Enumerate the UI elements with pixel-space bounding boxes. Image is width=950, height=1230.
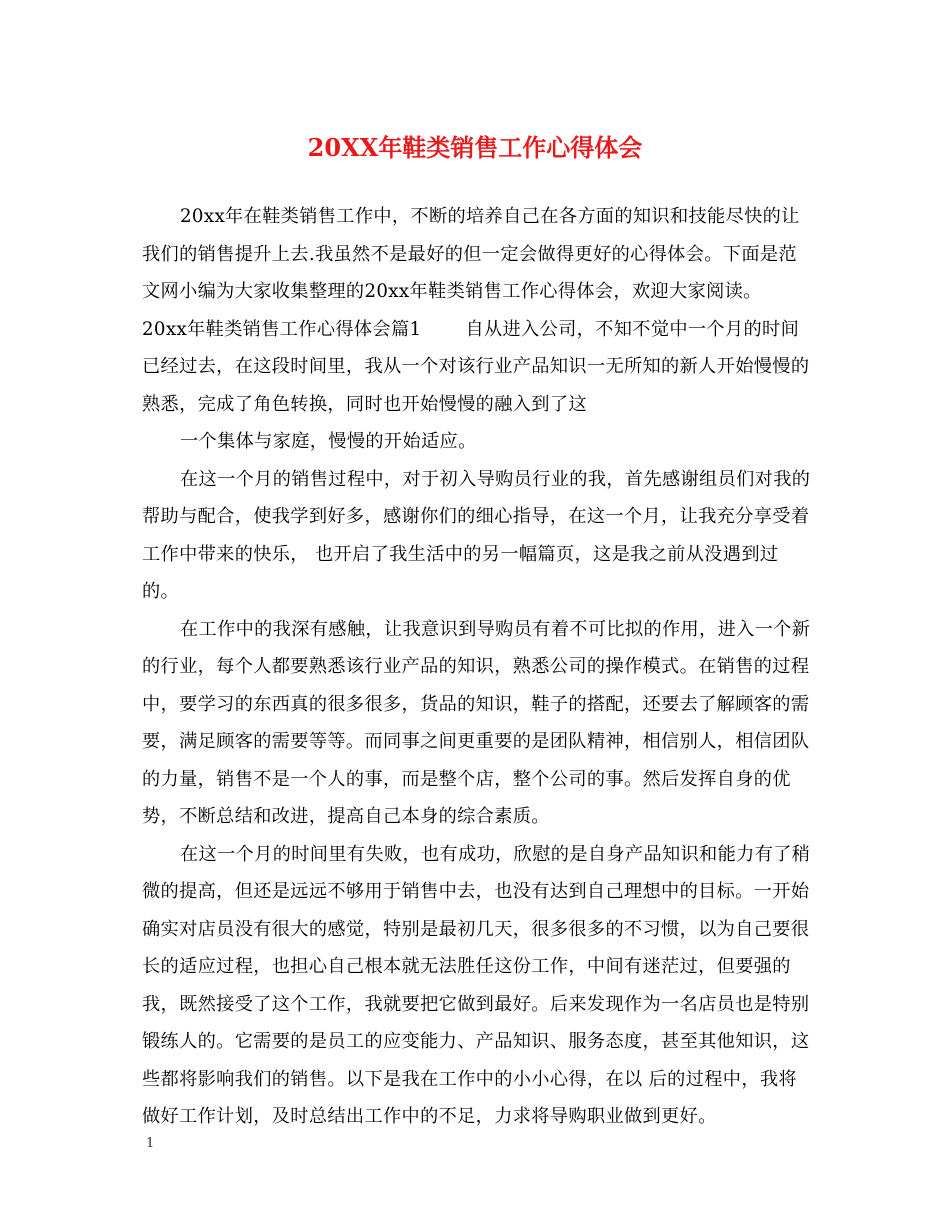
- paragraph-4: 在这一个月的时间里有失败，也有成功，欣慰的是自身产品知识和能力有了稍微的提高，但还是远远不够用于销售中去，也没有达到自己理想中的目标。一开始确实对店员没有很大的感觉，特别是最初几天，很多很多的不习惯，以为自己要很长的适应过程，也担心自己根本就无法胜任这份工作，中间有迷茫过，但要强的我，既然接受了这个工作，我就要把它做到最好。后来发现作为一名店员也是特别锻练人的。它需要的是员工的应变能力、产品知识、服务态度，甚至其他知识，这些都将影响我们的销售。以下是我在工作中的小小心得，在以 后的过程中，我将做好工作计划，及时总结出工作中的不足，力求将导购职业做到更好。: [142, 843, 811, 1127]
- page-number: 1: [146, 1136, 155, 1151]
- intro-paragraph: 20xx年在鞋类销售工作中，不断的培养自己在各方面的知识和技能尽快的让我们的销售提升上去.我虽然不是最好的但一定会做得更好的心得体会。下面是范文网小编为大家收集整理的20xx年鞋类销售工作心得体会，欢迎大家阅读。: [142, 206, 800, 302]
- paragraph-2: 在这一个月的销售过程中，对于初入导购员行业的我，首先感谢组员们对我的帮助与配合，使我学到好多，感谢你们的细心指导，在这一个月，让我充分享受着工作中带来的快乐， 也开启了我生活中的另一幅篇页，这是我之前从没遇到过的。: [142, 468, 811, 602]
- paragraph-3: 在工作中的我深有感触，让我意识到导购员有着不可比拟的作用，进入一个新的行业，每个人都要熟悉该行业产品的知识，熟悉公司的操作模式。在销售的过程中，要学习的东西真的很多很多，货品的知识，鞋子的搭配，还要去了解顾客的需要，满足顾客的需要等等。而同事之间更重要的是团队精神，相信别人，相信团队的力量，销售不是一个人的事，而是整个店，整个公司的事。然后发挥自身的优势，不断总结和改进，提高自己本身的综合素质。: [142, 618, 811, 827]
- document-title: 20XX年鞋类销售工作心得体会: [307, 133, 643, 162]
- section-paragraph: [142, 311, 812, 424]
- section-first-text: 自从进入公司，不知不觉中一个月的时间已经过去，在这段时间里，我从一个对该行业产品知识一无所知的新人开始慢慢的熟悉，完成了角色转换，同时也开始慢慢的融入到了这: [142, 318, 810, 415]
- continuation-paragraph: 一个集体与家庭，慢慢的开始适应。: [180, 431, 477, 452]
- section-heading: 20xx年鞋类销售工作心得体会篇1: [142, 318, 422, 340]
- document-body: [142, 198, 812, 1136]
